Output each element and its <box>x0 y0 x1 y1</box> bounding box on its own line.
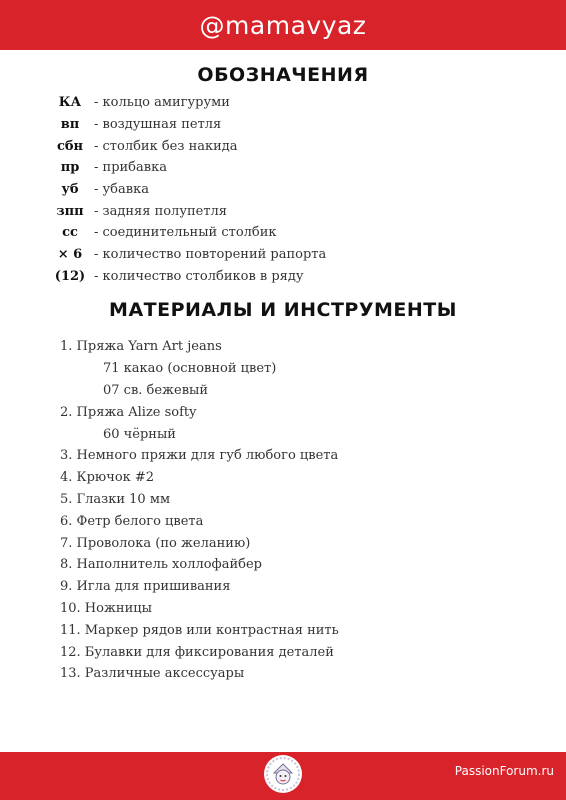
site-watermark: PassionForum.ru <box>454 764 554 778</box>
legend-desc: - столбик без накида <box>94 138 238 154</box>
material-subitem: 07 св. бежевый <box>103 382 209 398</box>
legend-item <box>52 114 532 136</box>
legend-item <box>52 157 532 179</box>
material-item: 7. Проволока (по желанию) <box>60 535 251 551</box>
legend-abbr: (12) <box>54 268 86 284</box>
legend-desc: - кольцо амигуруми <box>94 95 230 111</box>
material-item: 9. Игла для пришивания <box>60 579 231 595</box>
legend-item <box>52 92 532 114</box>
material-item: 12. Булавки для фиксирования деталей <box>60 644 334 660</box>
legend-desc: - задняя полупетля <box>94 203 227 219</box>
legend-item <box>52 200 532 222</box>
author-handle: @mamavyaz <box>199 10 367 40</box>
legend-abbr: зпп <box>56 203 84 219</box>
material-item: 3. Немного пряжи для губ любого цвета <box>60 448 339 464</box>
legend-item <box>52 244 532 266</box>
material-item: 5. Глазки 10 мм <box>60 491 171 507</box>
material-item: 2. Пряжа Alize softy <box>60 404 197 420</box>
legend-item <box>52 135 532 157</box>
legend-desc: - количество повторений рапорта <box>94 247 327 263</box>
legend-item <box>52 179 532 201</box>
legend-desc: - убавка <box>94 182 149 198</box>
legend-item <box>52 222 532 244</box>
legend-item <box>52 266 532 288</box>
legend-abbr: сбн <box>56 138 84 154</box>
header-banner <box>0 0 566 50</box>
material-item: 1. Пряжа Yarn Art jeans <box>60 339 222 355</box>
legend-title: ОБОЗНАЧЕНИЯ <box>197 64 369 86</box>
material-subitem: 60 чёрный <box>103 426 176 442</box>
materials-list <box>60 336 520 685</box>
material-item: 13. Различные аксессуары <box>60 666 245 682</box>
legend-abbr: вп <box>60 117 80 133</box>
material-item: 4. Крючок #2 <box>60 470 155 486</box>
material-subitem: 71 какао (основной цвет) <box>103 361 277 377</box>
legend-abbr: КА <box>58 95 82 111</box>
material-item: 8. Наполнитель холлофайбер <box>60 557 262 573</box>
legend-desc: - прибавка <box>94 160 167 176</box>
legend-abbr: сс <box>62 225 78 241</box>
legend-abbr: пр <box>60 160 80 176</box>
legend-desc: - соединительный столбик <box>94 225 277 241</box>
legend-desc: - воздушная петля <box>94 117 222 133</box>
legend-desc: - количество столбиков в ряду <box>94 268 304 284</box>
materials-title: МАТЕРИАЛЫ И ИНСТРУМЕНТЫ <box>109 299 457 321</box>
material-item: 10. Ножницы <box>60 600 152 616</box>
material-item: 6. Фетр белого цвета <box>60 513 204 529</box>
crochet-logo-icon <box>262 753 304 795</box>
legend-abbr: × 6 <box>57 247 83 263</box>
legend-list <box>52 92 532 287</box>
material-item: 11. Маркер рядов или контрастная нить <box>60 622 339 638</box>
legend-abbr: уб <box>61 182 79 198</box>
